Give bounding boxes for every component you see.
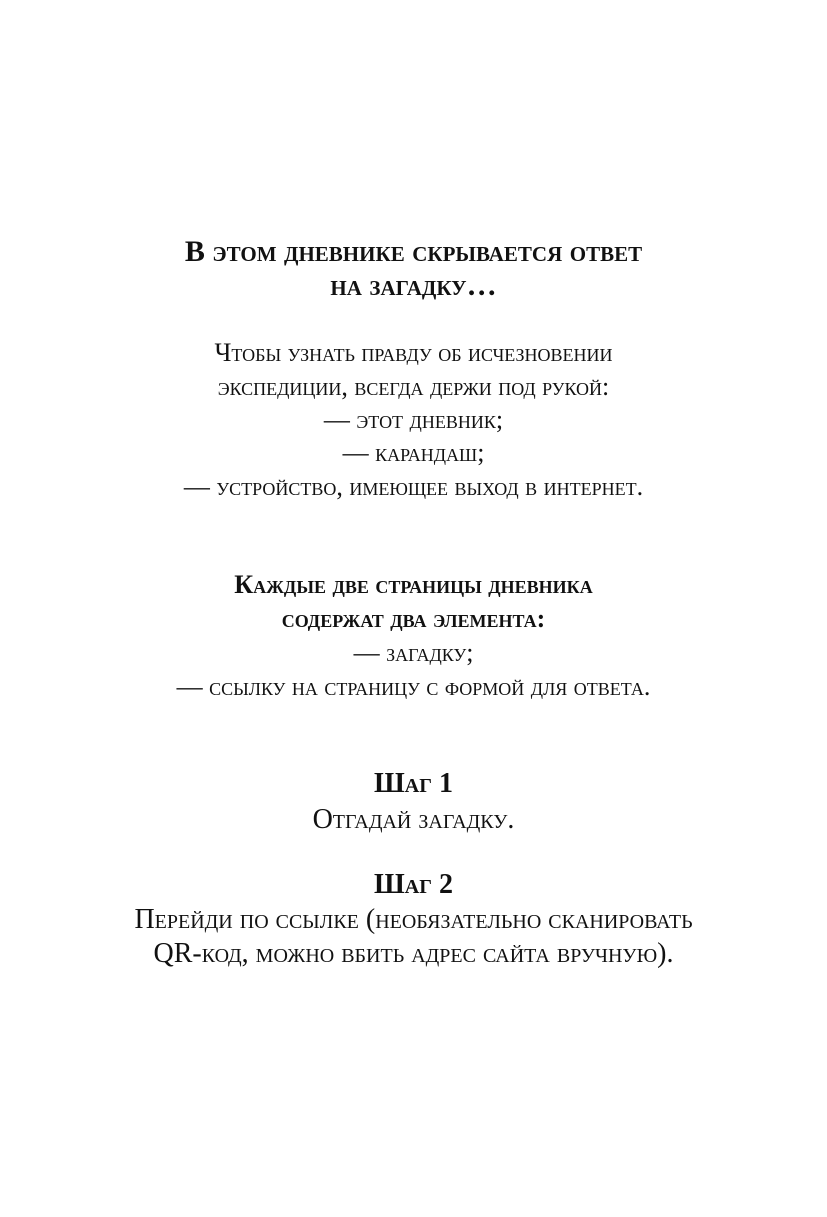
elements-list-item-link: — ссылку на страницу с формой для ответа. <box>176 672 651 701</box>
intro-list-item-diary: — этот дневник; <box>323 405 504 434</box>
elements-heading-line-1: Каждые две страницы дневника <box>234 570 593 599</box>
intro-body-line-2: экспедиции, всегда держи под рукой: <box>217 372 610 401</box>
elements-list-item-riddle: — загадку; <box>353 638 474 667</box>
step-2-title: Шаг 2 <box>374 869 453 900</box>
step-1-text: Отгадай загадку. <box>312 804 515 835</box>
step-1-title: Шаг 1 <box>374 768 453 799</box>
intro-list-item-pencil: — карандаш; <box>342 438 485 467</box>
step-2-text-line-2: QR-код, можно вбить адрес сайта вручную). <box>153 938 674 969</box>
intro-list-item-device: — устройство, имеющее выход в интернет. <box>183 472 644 501</box>
intro-body-line-1: Чтобы узнать правду об исчезновении <box>214 338 613 367</box>
intro-heading-line-1: В этом дневнике скрывается ответ <box>184 235 643 268</box>
intro-heading-line-2: на загадку… <box>330 269 497 302</box>
step-2-text-line-1: Перейди по ссылке (необязательно сканировать <box>134 904 693 935</box>
elements-heading-line-2: содержат два элемента: <box>281 604 546 633</box>
